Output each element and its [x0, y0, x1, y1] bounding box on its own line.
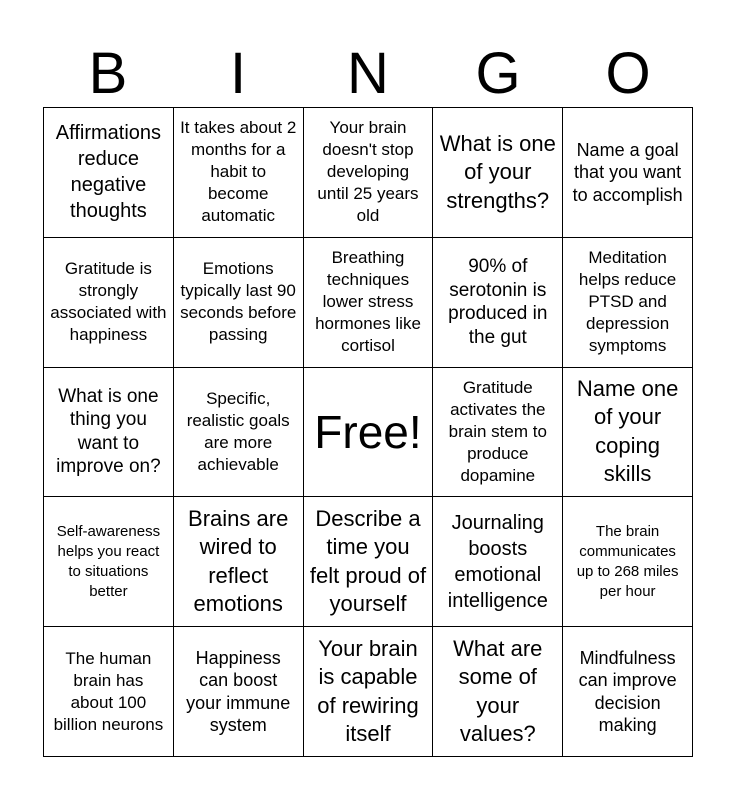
bingo-cell[interactable]	[44, 368, 174, 498]
bingo-cell[interactable]	[563, 497, 693, 627]
bingo-cell[interactable]	[433, 108, 563, 238]
bingo-cell[interactable]	[304, 627, 434, 757]
cell-text: Your brain doesn't stop developing until 25 years old	[317, 118, 419, 226]
bingo-title	[43, 40, 693, 108]
cell-text: Happiness can boost your immune system	[186, 647, 291, 736]
title-letter-b: B	[88, 41, 128, 106]
cell-text: Journaling boosts emotional intelligence	[447, 511, 548, 612]
cell-text: Your brain is capable of rewiring itself	[317, 635, 419, 747]
bingo-cell[interactable]	[44, 238, 174, 368]
title-letter-o: O	[605, 41, 651, 106]
cell-text: Specific, realistic goals are more achievable	[186, 388, 290, 474]
bingo-cell[interactable]	[174, 627, 304, 757]
cell-text: Affirmations reduce negative thoughts	[55, 122, 162, 223]
cell-text: It takes about 2 months for a habit to become automatic	[180, 118, 297, 226]
bingo-grid	[43, 107, 693, 757]
bingo-cell[interactable]	[44, 627, 174, 757]
bingo-cell[interactable]	[304, 108, 434, 238]
bingo-cell[interactable]	[174, 108, 304, 238]
cell-text: Brains are wired to reflect emotions	[188, 505, 289, 617]
bingo-cell[interactable]	[563, 368, 693, 498]
bingo-cell[interactable]	[304, 238, 434, 368]
cell-text: What are some of your values?	[453, 635, 543, 747]
cell-text: What is one of your strengths?	[439, 130, 556, 213]
bingo-cell[interactable]	[433, 497, 563, 627]
cell-text: Describe a time you felt proud of yourself	[309, 505, 427, 617]
bingo-cell[interactable]	[433, 238, 563, 368]
bingo-cell[interactable]	[44, 108, 174, 238]
bingo-cell[interactable]	[563, 238, 693, 368]
bingo-cell[interactable]	[304, 497, 434, 627]
bingo-cell[interactable]	[433, 627, 563, 757]
cell-text: Emotions typically last 90 seconds before passing	[180, 259, 297, 345]
cell-text: Meditation helps reduce PTSD and depression symptoms	[578, 248, 677, 356]
cell-text: What is one thing you want to improve on?	[56, 385, 161, 478]
cell-text: Breathing techniques lower stress hormones like cortisol	[315, 248, 421, 356]
cell-text: Gratitude activates the brain stem to produce dopamine	[448, 377, 547, 485]
bingo-cell[interactable]	[563, 108, 693, 238]
free-space-cell[interactable]	[304, 368, 434, 498]
bingo-cell[interactable]	[44, 497, 174, 627]
cell-text: Gratitude is strongly associated with happiness	[50, 259, 167, 345]
bingo-cell[interactable]	[174, 238, 304, 368]
free-space-text: Free!	[314, 405, 422, 458]
cell-text: The human brain has about 100 billion neurons	[53, 648, 164, 734]
bingo-cell[interactable]	[563, 627, 693, 757]
title-letter-i: I	[229, 41, 247, 106]
cell-text: Name a goal that you want to accomplish	[572, 139, 683, 205]
cell-text: Name one of your coping skills	[576, 375, 679, 487]
bingo-cell[interactable]	[174, 368, 304, 498]
title-letter-g: G	[475, 41, 521, 106]
cell-text: 90% of serotonin is produced in the gut	[448, 256, 548, 348]
cell-text: Mindfulness can improve decision making	[578, 647, 677, 736]
cell-text: Self-awareness helps you react to situations better	[56, 522, 161, 600]
cell-text: The brain communicates up to 268 miles per hour	[576, 522, 679, 600]
bingo-cell[interactable]	[174, 497, 304, 627]
title-letter-n: N	[347, 41, 389, 106]
bingo-cell[interactable]	[433, 368, 563, 498]
